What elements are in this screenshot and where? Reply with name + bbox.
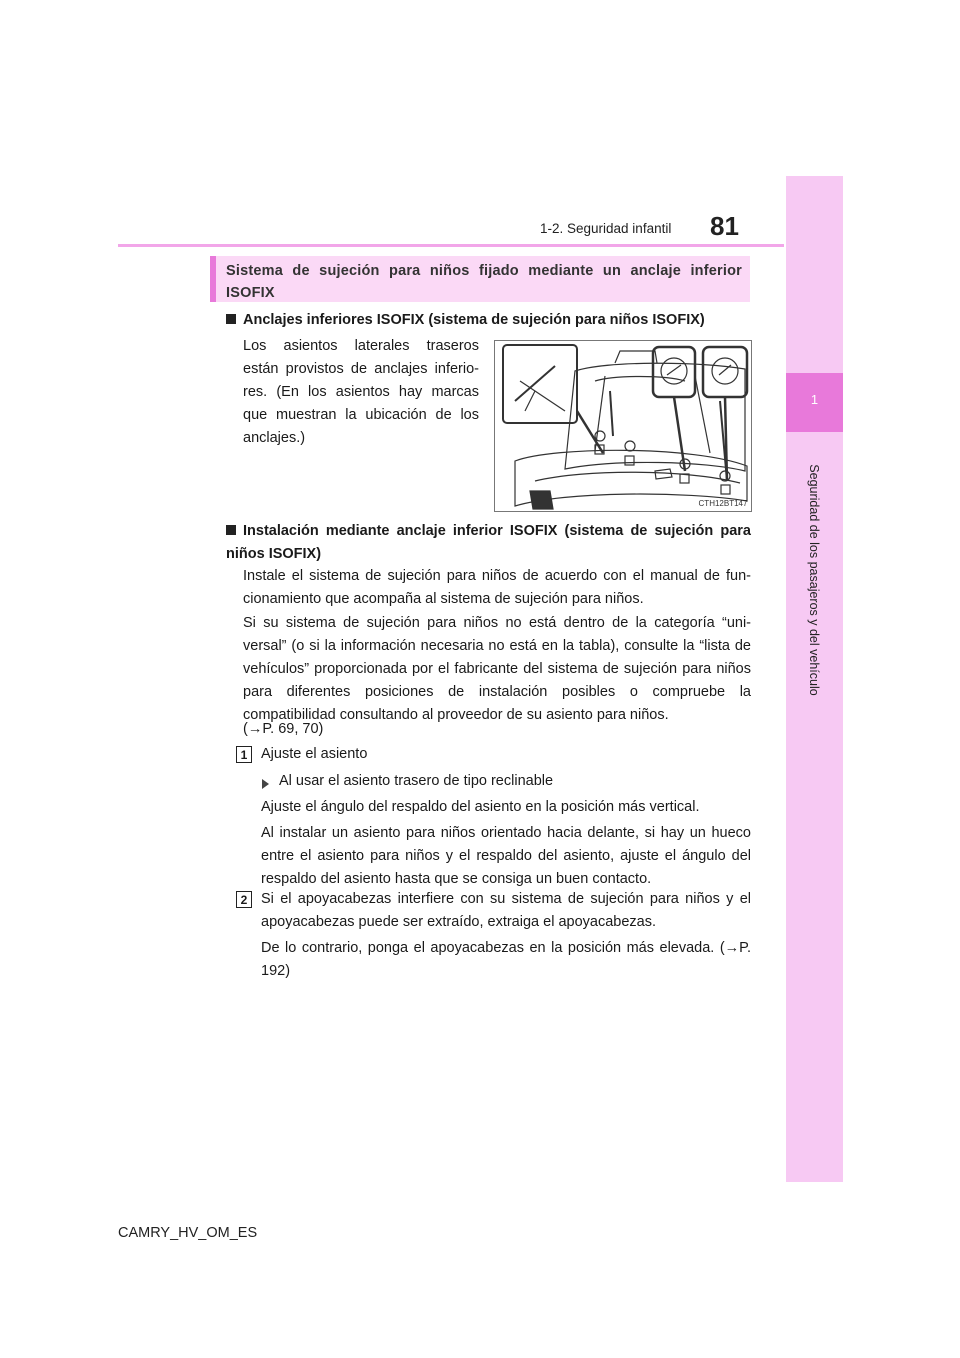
section-reference: 1-2. Seguridad infantil (540, 221, 672, 236)
section-banner-title: Sistema de sujeción para niños fijado mediante un anclaje inferior ISOFIX (226, 263, 742, 301)
step-1-paragraph-1: Ajuste el ángulo del respaldo del asiento en la posición más vertical. (261, 799, 700, 815)
triangle-bullet-icon (262, 776, 269, 794)
page-number: 81 (710, 211, 739, 241)
page-reference: (→P. 69, 70) (243, 721, 324, 737)
illustration-code: CTH12BT147 (698, 499, 748, 508)
step-number-box: 2 (236, 891, 252, 908)
anchors-description: Los asientos laterales traseros están provistos de anclajes inferio-res. (En los asientos hay marcas que muestran la ubicación de los anclajes.) (243, 338, 479, 446)
step-2-text: Si el apoyacabezas interfiere con su sistema de sujeción para niños y el apoyacabezas puede ser extraído, extraiga el apoyacabezas. (261, 891, 751, 930)
installation-paragraph-1: Instale el sistema de sujeción para niños de acuerdo con el manual de fun-cionamiento que acompaña al sistema de sujeción para niños. (243, 568, 751, 607)
rear-seat-drawing (495, 341, 751, 511)
subheading-installation: Instalación mediante anclaje inferior ISOFIX (sistema de sujeción para niños ISOFIX) (226, 523, 751, 562)
square-bullet-icon (226, 525, 236, 535)
step-1-title: Ajuste el asiento (261, 746, 368, 762)
document-code: CAMRY_HV_OM_ES (118, 1225, 258, 1241)
section-banner (210, 256, 750, 302)
header-rule (118, 244, 784, 247)
chapter-title: Seguridad de los pasajeros y del vehículo (807, 464, 821, 696)
step-number-box: 1 (236, 746, 252, 763)
step-1-paragraph-2: Al instalar un asiento para niños orientado hacia delante, si hay un hueco entre el asiento para niños y el respaldo del asiento, ajuste el ángulo del respaldo del asiento hasta que se consiga un buen contacto. (261, 825, 751, 887)
square-bullet-icon (226, 314, 236, 324)
step-2-number (236, 891, 252, 909)
isofix-anchor-illustration (494, 340, 752, 512)
chapter-number: 1 (810, 392, 819, 407)
step-2-paragraph-2: De lo contrario, ponga el apoyacabezas en la posición más elevada. (→P. 192) (261, 940, 751, 979)
subheading-anchors: Anclajes inferiores ISOFIX (sistema de sujeción para niños ISOFIX) (226, 309, 751, 332)
installation-paragraph-2: Si su sistema de sujeción para niños no está dentro de la categoría “uni-versal” (o si la información necesaria no está en la tabla), consulte la “lista de vehículos” proporcionada por el fabricante del sistema de sujeción para niños para diferentes posiciones de instalación posibles o compruebe la compatibilidad consultando al proveedor de su asiento para niños. (243, 615, 751, 723)
step-1-number (236, 746, 252, 764)
step-1-sub-label: Al usar el asiento trasero de tipo reclinable (279, 773, 554, 789)
